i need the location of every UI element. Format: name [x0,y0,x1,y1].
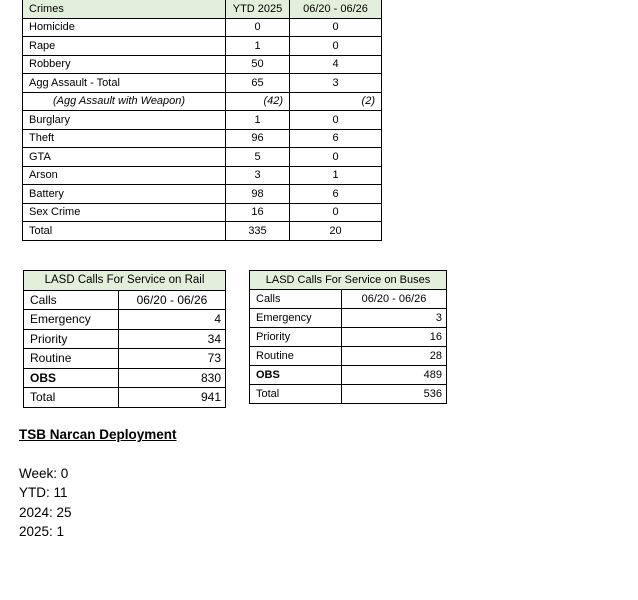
buses-header-date: 06/20 - 06/26 [342,290,447,309]
rail-header-calls: Calls [24,290,119,310]
crimes-row-battery [23,185,382,204]
crime-label: Theft [23,129,226,148]
crime-week: (2) [290,92,382,111]
crimes-table [22,0,382,241]
crime-label: Homicide [23,18,226,37]
crime-ytd: 3 [226,166,290,185]
buses-row-emergency [250,309,447,328]
crime-week: 6 [290,129,382,148]
crimes-header-week: 06/20 - 06/26 [290,0,382,18]
rail-row-obs [24,368,226,388]
crime-label: GTA [23,148,226,167]
call-label: Total [250,385,342,404]
narcan-week: Week: 0 [19,465,69,481]
call-value: 73 [119,349,226,369]
crimes-header-row [23,0,382,18]
crime-label: Rape [23,37,226,56]
call-label: OBS [250,366,342,385]
crime-week: 0 [290,203,382,222]
crime-week: 0 [290,148,382,167]
crimes-row-agg-assault-weapon [23,92,382,111]
call-value: 34 [119,329,226,349]
call-value: 4 [119,310,226,330]
crimes-row-robbery [23,55,382,74]
narcan-section [19,425,177,542]
crime-ytd: 98 [226,185,290,204]
crime-ytd: 5 [226,148,290,167]
narcan-ytd: YTD: 11 [19,485,68,500]
call-label: Priority [24,329,119,349]
narcan-2024: 2024: 25 [19,504,72,520]
crimes-row-arson [23,166,382,185]
call-label: Emergency [250,309,342,328]
buses-row-priority [250,328,447,347]
crime-week: 0 [290,111,382,130]
crimes-header-ytd: YTD 2025 [226,0,290,18]
buses-row-obs [250,366,447,385]
crime-label: Battery [23,185,226,204]
narcan-2025: 2025: 1 [19,524,65,539]
crime-label: Total [23,222,226,241]
crime-ytd: (42) [226,92,290,111]
crimes-row-total [23,222,382,241]
crime-ytd: 1 [226,37,290,56]
rail-row-total [24,388,226,408]
buses-title-row [250,271,447,290]
crime-ytd: 1 [226,111,290,130]
crime-label: Burglary [23,111,226,130]
crimes-row-homicide [23,18,382,37]
buses-calls-table [249,270,447,404]
buses-row-total [250,385,447,404]
rail-table-title: LASD Calls For Service on Rail [24,271,226,291]
rail-calls-table [23,270,226,408]
crimes-row-rape [23,37,382,56]
rail-header-row [24,290,226,310]
call-label: Priority [250,328,342,347]
call-value: 941 [119,388,226,408]
crimes-header-crimes: Crimes [23,0,226,18]
crime-week: 4 [290,55,382,74]
crime-label: Agg Assault - Total [23,74,226,93]
crimes-row-burglary [23,111,382,130]
crime-ytd: 16 [226,203,290,222]
crime-week: 3 [290,74,382,93]
crimes-row-agg-assault [23,74,382,93]
crime-week: 1 [290,166,382,185]
crime-week: 0 [290,37,382,56]
call-label: Routine [250,347,342,366]
crime-week: 0 [290,18,382,37]
call-value: 536 [342,385,447,404]
crimes-row-sex-crime [23,203,382,222]
call-label: OBS [24,368,119,388]
rail-title-row [24,271,226,291]
crime-ytd: 0 [226,18,290,37]
call-value: 830 [119,368,226,388]
crime-label: Sex Crime [23,203,226,222]
buses-row-routine [250,347,447,366]
crime-week: 6 [290,185,382,204]
call-value: 3 [342,309,447,328]
call-value: 489 [342,366,447,385]
crime-ytd: 50 [226,55,290,74]
rail-header-date: 06/20 - 06/26 [119,290,226,310]
crimes-row-theft [23,129,382,148]
buses-table-title: LASD Calls For Service on Buses [250,271,447,290]
call-value: 28 [342,347,447,366]
crime-label: (Agg Assault with Weapon) [23,92,226,111]
crime-label: Robbery [23,55,226,74]
crime-ytd: 65 [226,74,290,93]
buses-header-calls: Calls [250,290,342,309]
rail-row-priority [24,329,226,349]
call-label: Total [24,388,119,408]
crimes-row-gta [23,148,382,167]
rail-row-emergency [24,310,226,330]
crime-ytd: 96 [226,129,290,148]
call-label: Emergency [24,310,119,330]
crime-ytd: 335 [226,222,290,241]
call-label: Routine [24,349,119,369]
narcan-title: TSB Narcan Deployment [19,427,177,442]
call-value: 16 [342,328,447,347]
buses-header-row [250,290,447,309]
rail-row-routine [24,349,226,369]
crime-week: 20 [290,222,382,241]
crime-label: Arson [23,166,226,185]
